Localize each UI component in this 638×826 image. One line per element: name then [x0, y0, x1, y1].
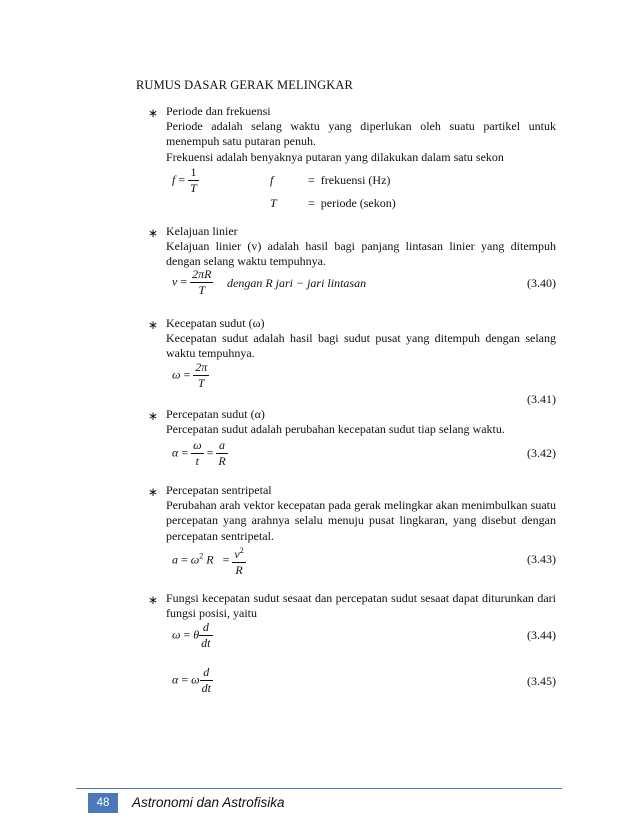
- item-body: Periode adalah selang waktu yang diperlukan oleh suatu partikel untuk menempuh satu putaran penuh.: [166, 119, 556, 149]
- item-body: Kelajuan linier (v) adalah hasil bagi panjang lintasan linier yang ditempuh dengan selang waktu tempuhnya.: [166, 239, 556, 269]
- book-title: Astronomi dan Astrofisika: [132, 795, 285, 810]
- bullet-marker: ∗: [148, 106, 159, 120]
- equation-number: (3.45): [527, 674, 556, 688]
- item-kecepatan-sudut: [166, 316, 556, 362]
- bullet-marker: ∗: [148, 226, 159, 240]
- equation-instant-angular-acceleration: α = ω $\frac{d}{dt}$: [172, 665, 211, 695]
- footer-rule: [76, 788, 562, 789]
- equation-number: (3.42): [527, 446, 556, 460]
- item-body: Kecepatan sudut adalah hasil bagi sudut pusat yang ditempuh dengan selang waktu tempuhnya.: [166, 331, 556, 361]
- item-body-2: Frekuensi adalah benyaknya putaran yang dilakukan dalam satu sekon: [166, 149, 504, 164]
- section-title: RUMUS DASAR GERAK MELINGKAR: [136, 78, 353, 92]
- bullet-marker: ∗: [148, 593, 159, 607]
- item-kelajuan-linier: [166, 224, 556, 270]
- equation-number: (3.43): [527, 552, 556, 566]
- equation-number: (3.44): [527, 628, 556, 642]
- definition-row: f: [270, 173, 274, 187]
- item-fungsi-sesaat: [166, 591, 556, 621]
- bullet-marker: ∗: [148, 485, 159, 499]
- equation-angular-acceleration: α = $\frac{\omega}{t}$ = $\frac{a}{R}$: [172, 438, 226, 468]
- equation-centripetal: $a = \omega^2$ R = $\frac{v^2}{R}$: [172, 543, 246, 578]
- item-heading: Percepatan sentripetal: [166, 483, 272, 497]
- definition-row: = frekuensi (Hz): [308, 173, 391, 187]
- equation-linear-speed: v = $\frac{2\pi R}{T}$: [172, 267, 212, 297]
- item-heading: Kelajuan linier: [166, 224, 238, 238]
- equation-instant-angular-velocity: ω = θ $\frac{d}{dt}$: [172, 620, 211, 650]
- item-body: Fungsi kecepatan sudut sesaat dan percepatan sudut sesaat dapat diturunkan dari fungsi posisi, yaitu: [166, 591, 556, 621]
- item-body: Percepatan sudut adalah perubahan kecepatan sudut tiap selang waktu.: [166, 422, 505, 437]
- definition-row: T: [270, 196, 277, 210]
- item-heading: Kecepatan sudut (ω): [166, 316, 265, 330]
- equation-note: dengan R jari − jari lintasan: [227, 276, 367, 290]
- equation-frequency: f = $\frac{1}{T}$: [172, 165, 197, 195]
- item-heading: Periode dan frekuensi: [166, 104, 271, 118]
- bullet-marker: ∗: [148, 409, 159, 423]
- item-body: Perubahan arah vektor kecepatan pada gerak melingkar akan menimbulkan suatu percepatan yang arahnya selalu menuju pusat lingkaran, yang disebut dengan percepatan sentripetal.: [166, 498, 556, 543]
- definition-row: = periode (sekon): [308, 196, 396, 210]
- page-number: 48: [88, 793, 118, 813]
- item-periode-frekuensi: [166, 104, 556, 165]
- equation-number: (3.41): [527, 392, 556, 406]
- bullet-marker: ∗: [148, 318, 159, 332]
- item-percepatan-sudut: [166, 407, 556, 437]
- equation-angular-velocity: ω = $\frac{2\pi}{T}$: [172, 360, 208, 390]
- item-heading: Percepatan sudut (α): [166, 407, 265, 421]
- item-percepatan-sentripetal: [166, 483, 556, 544]
- equation-number: (3.40): [527, 276, 556, 290]
